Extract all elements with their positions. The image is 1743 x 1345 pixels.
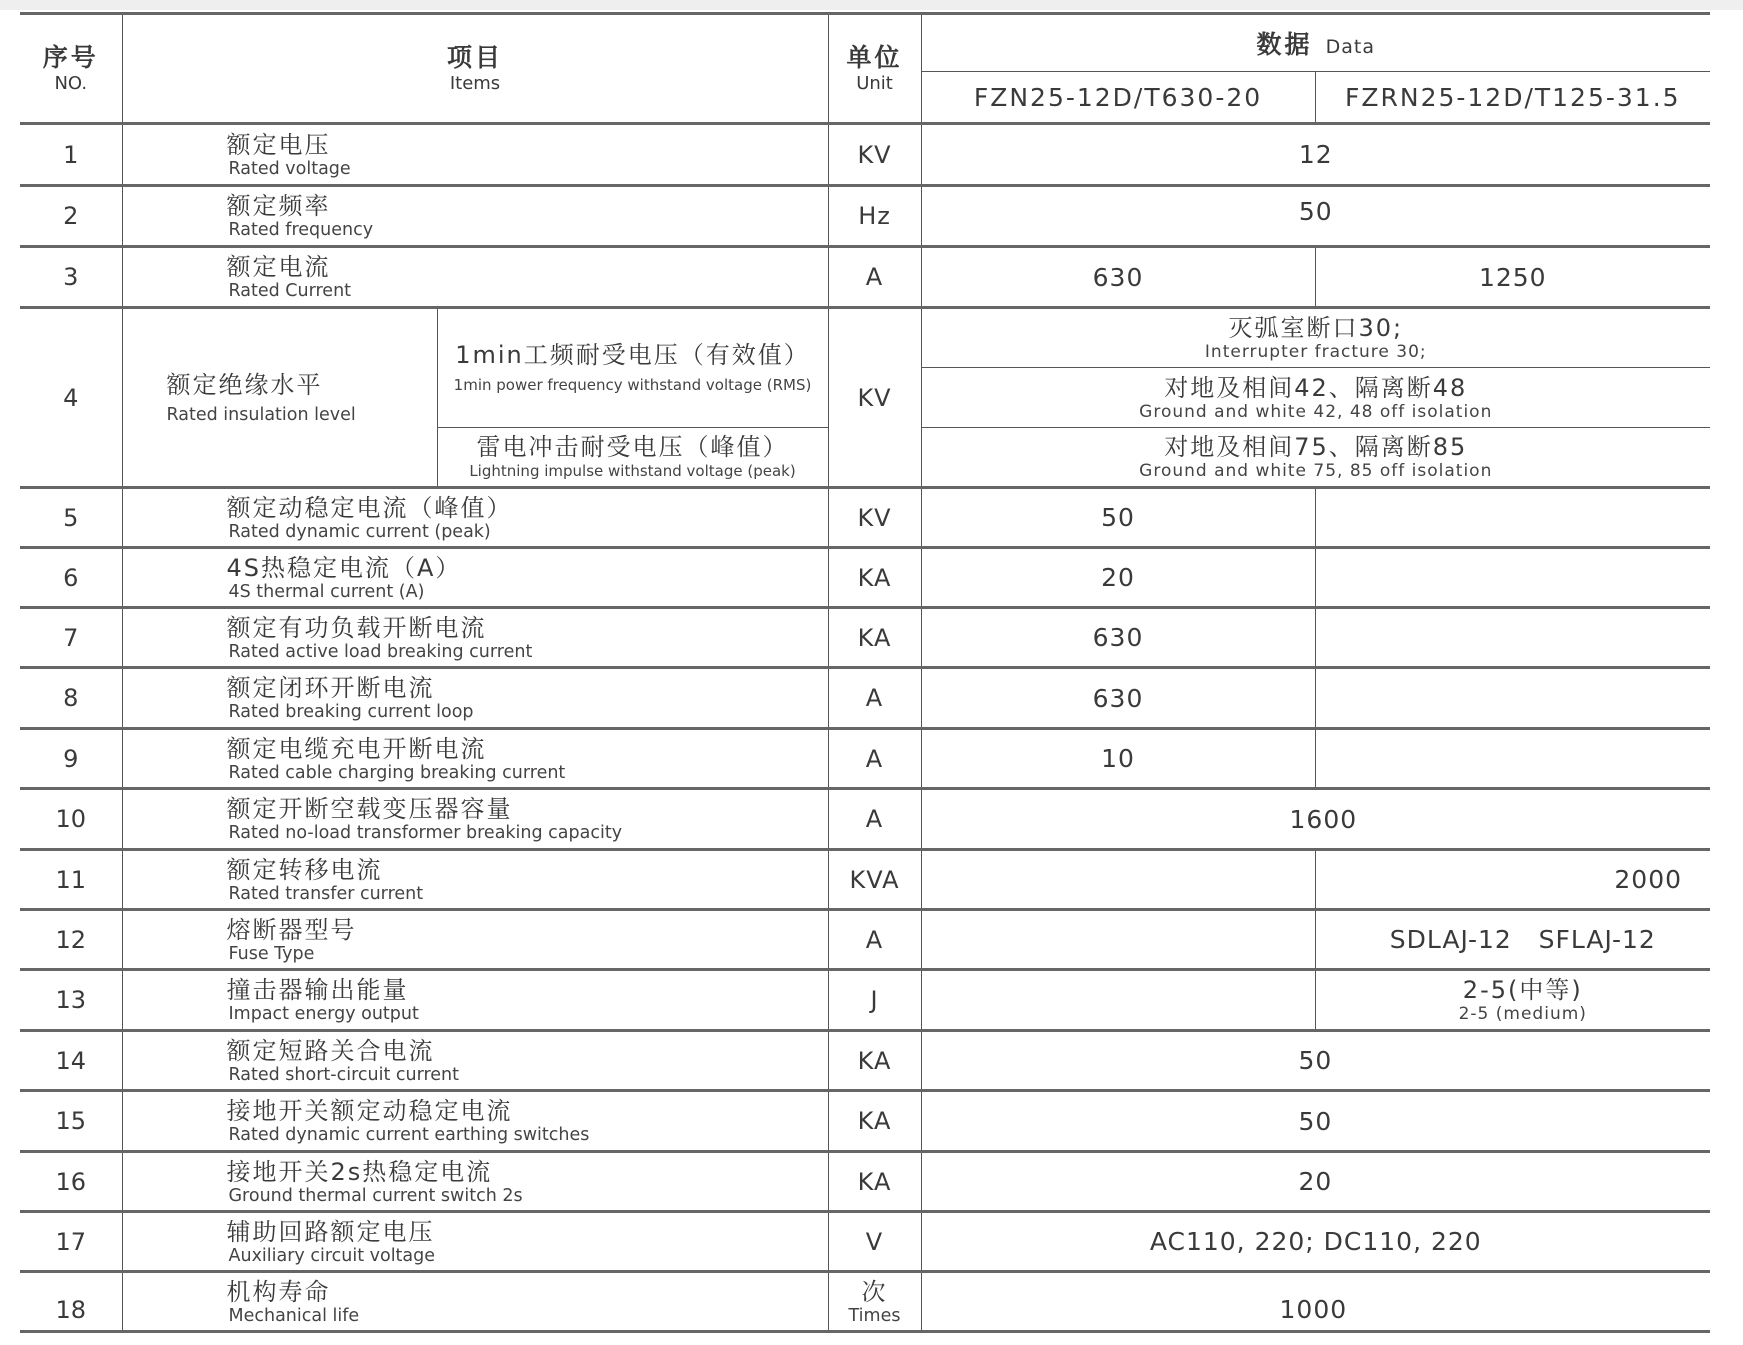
row-unit: A [828, 247, 921, 308]
row-unit [828, 1272, 921, 1332]
table-row [20, 789, 1710, 850]
table-row [20, 1091, 1710, 1152]
row-unit: KA [828, 1152, 921, 1212]
row-value-1: 50 [921, 488, 1315, 548]
table-row [20, 247, 1710, 308]
row-item [122, 1272, 828, 1332]
row-item [122, 247, 828, 308]
header-row-1 [20, 14, 1710, 72]
header-data [921, 14, 1710, 72]
row-item [122, 1031, 828, 1091]
header-unit [828, 14, 921, 124]
item-zh: 熔断器型号 [226, 915, 357, 944]
row-unit: J [828, 970, 921, 1031]
item-zh: 额定转移电流 [226, 855, 383, 884]
item-en: Rated short-circuit current [228, 1064, 460, 1085]
row-item [122, 1152, 828, 1212]
unit-en: Times [848, 1305, 901, 1326]
item-en: Rated frequency [228, 220, 374, 240]
item-en: Rated dynamic current (peak) [228, 521, 491, 542]
row-value-1: 630 [921, 608, 1315, 668]
table-row [20, 1031, 1710, 1091]
value-zh: 2-5(中等) [1462, 976, 1583, 1004]
row-unit: KV [828, 488, 921, 548]
table-row [20, 608, 1710, 668]
item-zh: 接地开关额定动稳定电流 [226, 1097, 513, 1125]
row-value-1 [921, 850, 1315, 910]
header-no [20, 14, 122, 124]
row-value-2 [1315, 970, 1710, 1031]
table-row [20, 124, 1710, 186]
item-en: Fuse Type [228, 943, 315, 964]
spec-table [20, 12, 1710, 1333]
item-zh: 额定开断空载变压器容量 [226, 795, 513, 823]
row-item [122, 668, 828, 729]
row-unit: V [828, 1212, 921, 1272]
row-value-2 [1315, 488, 1710, 548]
row-item [122, 970, 828, 1031]
row-no: 18 [20, 1272, 122, 1332]
model-1: FZN25-12D/T630-20 [921, 72, 1315, 124]
row-value-2 [1315, 608, 1710, 668]
header-items-en: Items [449, 72, 501, 94]
row-value: 12 [921, 124, 1710, 186]
value-zh: 灭弧室断口30; [1228, 314, 1404, 342]
row-value-1: 10 [921, 729, 1315, 789]
row-no: 1 [20, 124, 122, 186]
row-value-1: 630 [921, 668, 1315, 729]
item-en: 4S thermal current (A) [228, 581, 425, 602]
row-no: 14 [20, 1031, 122, 1091]
row-item [122, 186, 828, 247]
item-zh: 额定电缆充电开断电流 [226, 734, 487, 763]
item-en: Ground thermal current switch 2s [228, 1185, 523, 1206]
table-row [20, 850, 1710, 910]
row-value-2 [1315, 668, 1710, 729]
row-unit: KA [828, 1091, 921, 1152]
row-no: 13 [20, 970, 122, 1031]
row-value-1: 20 [921, 548, 1315, 608]
row-value: 50 [921, 1031, 1710, 1091]
row-unit: KV [828, 308, 921, 488]
row-no: 4 [20, 308, 122, 488]
row-value-power-frequency [921, 368, 1710, 428]
unit-zh: 次 [861, 1277, 888, 1306]
row-value-interrupter [921, 308, 1710, 368]
top-band [0, 0, 1743, 10]
item-en: Rated no-load transformer breaking capacity [228, 823, 623, 843]
table-row [20, 1212, 1710, 1272]
item-en: Rated active load breaking current [228, 641, 533, 662]
row-unit: A [828, 789, 921, 850]
item-zh: 额定短路关合电流 [226, 1036, 435, 1065]
item-zh: 额定电压 [226, 130, 331, 159]
row-no: 12 [20, 910, 122, 970]
row-no: 11 [20, 850, 122, 910]
row-unit: A [828, 910, 921, 970]
row-no: 8 [20, 668, 122, 729]
row-unit: A [828, 668, 921, 729]
item-zh: 额定闭环开断电流 [226, 674, 435, 702]
row-no: 17 [20, 1212, 122, 1272]
item-en: Mechanical life [228, 1305, 360, 1326]
header-no-zh: 序号 [42, 42, 99, 72]
item-zh: 额定动稳定电流（峰值） [226, 493, 513, 522]
item-zh: 机构寿命 [226, 1277, 331, 1306]
sub-item-lightning [437, 428, 828, 488]
table-row [20, 729, 1710, 789]
value-zh: 对地及相间75、隔离断85 [1164, 433, 1468, 461]
item-zh: 额定电流 [226, 253, 331, 281]
header-items-zh: 项目 [447, 42, 504, 72]
row-item [122, 1091, 828, 1152]
item-zh: 辅助回路额定电压 [226, 1217, 435, 1246]
row-value-2: 2000 [1315, 850, 1710, 910]
item-zh: 额定有功负载开断电流 [226, 613, 487, 642]
header-items [122, 14, 828, 124]
row-value: 1600 [921, 789, 1710, 850]
sub-item-zh: 1min工频耐受电压（有效值） [455, 341, 810, 369]
row-no: 9 [20, 729, 122, 789]
row-unit: A [828, 729, 921, 789]
row-value: 20 [921, 1152, 1710, 1212]
row-value-lightning [921, 428, 1710, 488]
row-item [122, 608, 828, 668]
row-no: 15 [20, 1091, 122, 1152]
row-value-2: SDLAJ-12 SFLAJ-12 [1315, 910, 1710, 970]
sub-item-zh: 雷电冲击耐受电压（峰值） [476, 433, 789, 461]
item-en: Rated Current [228, 281, 352, 301]
row-item [122, 548, 828, 608]
row-value: 50 [921, 186, 1710, 247]
value-en: Ground and white 42, 48 off isolation [1139, 401, 1493, 422]
row-no: 2 [20, 186, 122, 247]
item-en: Rated insulation level [166, 404, 356, 425]
row-unit: Hz [828, 186, 921, 247]
row-value-1 [921, 970, 1315, 1031]
table-row [20, 186, 1710, 247]
row-item [122, 729, 828, 789]
row-unit: KA [828, 1031, 921, 1091]
sub-item-en: Lightning impulse withstand voltage (peak) [469, 462, 796, 480]
table-row [20, 970, 1710, 1031]
value-en: Ground and white 75, 85 off isolation [1139, 461, 1493, 481]
row-value: AC110, 220; DC110, 220 [921, 1212, 1710, 1272]
row-value-2 [1315, 548, 1710, 608]
row-value-2 [1315, 729, 1710, 789]
header-no-en: NO. [54, 72, 88, 94]
item-zh: 额定频率 [226, 192, 331, 220]
table-row [20, 668, 1710, 729]
row-value: 1000 [921, 1272, 1710, 1332]
header-data-en: Data [1325, 36, 1376, 58]
row-item [122, 488, 828, 548]
table-row [20, 910, 1710, 970]
item-en: Rated cable charging breaking current [228, 762, 566, 783]
item-zh: 撞击器输出能量 [226, 976, 409, 1004]
row-no: 5 [20, 488, 122, 548]
item-en: Impact energy output [228, 1004, 419, 1024]
table-row [20, 1152, 1710, 1212]
row-no: 6 [20, 548, 122, 608]
item-zh: 4S热稳定电流（A） [226, 553, 462, 582]
value-en: Interrupter fracture 30; [1204, 342, 1427, 362]
header-unit-zh: 单位 [846, 42, 903, 72]
item-en: Rated breaking current loop [228, 702, 474, 722]
item-en: Rated dynamic current earthing switches [228, 1125, 590, 1145]
sub-item-en: 1min power frequency withstand voltage (RMS) [453, 376, 812, 394]
row-item [122, 910, 828, 970]
row-value-2: 1250 [1315, 247, 1710, 308]
table-row [20, 548, 1710, 608]
item-zh: 接地开关2s热稳定电流 [226, 1157, 493, 1186]
row-item [122, 850, 828, 910]
row-unit: KA [828, 548, 921, 608]
row-unit: KA [828, 608, 921, 668]
row-item [122, 789, 828, 850]
row-value-1 [921, 910, 1315, 970]
table-row [20, 1272, 1710, 1332]
header-unit-en: Unit [856, 72, 893, 94]
model-2: FZRN25-12D/T125-31.5 [1315, 72, 1710, 124]
row-no: 7 [20, 608, 122, 668]
row-item [122, 308, 437, 488]
value-en: 2-5 (medium) [1458, 1004, 1587, 1024]
row-value: 50 [921, 1091, 1710, 1152]
header-data-zh: 数据 [1256, 30, 1313, 59]
table-bottom-rule [20, 1332, 1710, 1334]
row-unit: KV [828, 124, 921, 186]
row-value-1: 630 [921, 247, 1315, 308]
sub-item-power-frequency [437, 308, 828, 428]
row-no: 16 [20, 1152, 122, 1212]
row-no: 10 [20, 789, 122, 850]
item-en: Rated voltage [228, 158, 351, 179]
item-en: Rated transfer current [228, 883, 424, 904]
table-row [20, 488, 1710, 548]
row-item [122, 124, 828, 186]
row-no: 3 [20, 247, 122, 308]
row-item [122, 1212, 828, 1272]
table-row-insulation [20, 308, 1710, 368]
value-zh: 对地及相间42、隔离断48 [1164, 373, 1468, 402]
item-zh: 额定绝缘水平 [166, 370, 323, 399]
row-unit: KVA [828, 850, 921, 910]
item-en: Auxiliary circuit voltage [228, 1245, 436, 1266]
